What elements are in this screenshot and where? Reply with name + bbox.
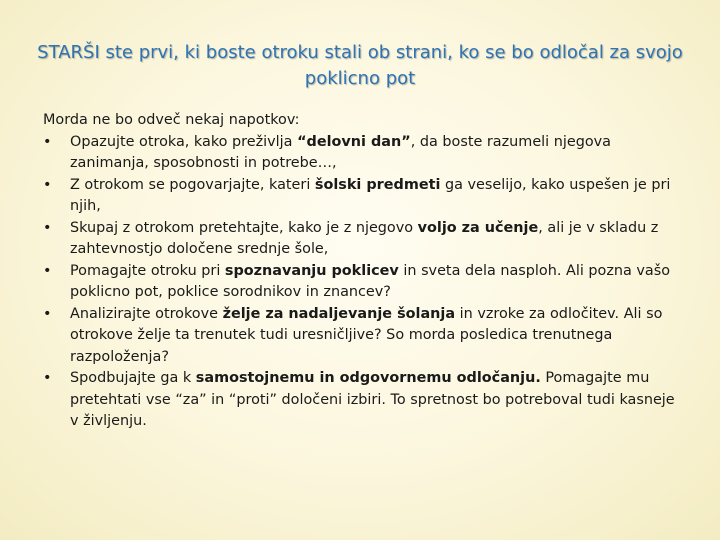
item-text: Z otrokom se pogovarjajte, kateri — [70, 176, 315, 193]
slide-content — [43, 110, 683, 433]
item-text: in sveta dela nasploh. Ali pozna vašo poklicno pot, poklice sorodnikov in znancev? — [70, 262, 671, 300]
intro-text: Morda ne bo odveč nekaj napotkov: — [43, 112, 300, 128]
list-item — [43, 261, 683, 304]
item-text: Pomagajte otroku pri — [70, 262, 225, 279]
list-item — [43, 304, 683, 369]
item-emphasis: šolski predmeti — [314, 176, 441, 193]
item-text: in vzroke za odločitev. Ali so otrokove želje ta trenutek tudi uresničljive? So morda posledica trenutnega razpoloženja? — [70, 305, 663, 365]
item-emphasis: “delovni dan” — [297, 133, 411, 150]
slide-title: STARŠI ste prvi, ki boste otroku stali ob strani, ko se bo odločal za svojo poklicno pot — [37, 42, 683, 89]
bullet-icon: • — [43, 176, 52, 193]
bullet-icon: • — [43, 305, 52, 322]
item-text: ga veselijo, kako uspešen je pri njih, — [70, 176, 671, 214]
item-text: Pomagajte mu pretehtati vse “za” in “proti” določeni izbiri. To spretnost bo potreboval tudi kasneje v življenju. — [70, 370, 675, 429]
item-emphasis: samostojnemu in odgovornemu odločanju. — [195, 370, 541, 386]
bullet-icon: • — [43, 262, 52, 279]
bullet-icon: • — [43, 370, 52, 386]
item-text: Analizirajte otrokove — [70, 305, 223, 322]
item-emphasis: voljo za učenje — [417, 219, 539, 236]
list-item — [43, 132, 683, 175]
bullet-icon: • — [43, 133, 52, 150]
item-emphasis: spoznavanju poklicev — [224, 262, 399, 279]
item-text: Skupaj z otrokom pretehtajte, kako je z njegovo — [70, 219, 418, 236]
item-text: , ali je v skladu z zahtevnostjo določene srednje šole, — [70, 219, 659, 257]
item-text: Opazujte otroka, kako preživlja — [70, 133, 298, 150]
tips-list — [43, 132, 683, 433]
item-text: , da boste razumeli njegova zanimanja, sposobnosti in potrebe…, — [70, 133, 611, 171]
item-text: Spodbujajte ga k — [70, 370, 196, 386]
item-emphasis: želje za nadaljevanje šolanja — [222, 305, 456, 322]
list-item — [43, 218, 683, 261]
list-item — [43, 175, 683, 218]
list-item — [43, 368, 683, 433]
bullet-icon: • — [43, 219, 52, 236]
